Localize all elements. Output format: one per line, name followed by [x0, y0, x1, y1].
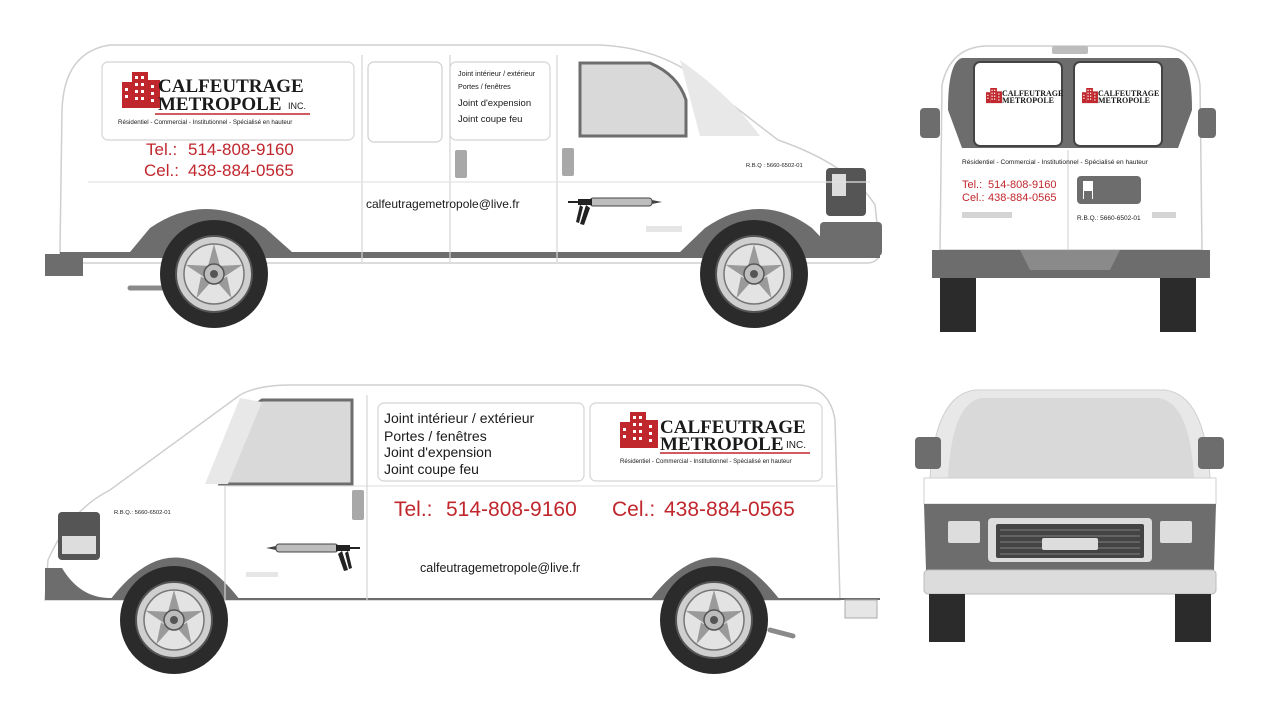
company-name-line2: METROPOLE — [158, 94, 282, 115]
tagline-large: Résidentiel - Commercial - Institutionnel - Spécialisé en hauteur — [620, 458, 792, 465]
service-2-large: Portes / fenêtres — [384, 428, 487, 444]
rear-tel-label: Tel.: — [962, 179, 983, 191]
company-name-line1: CALFEUTRAGE — [158, 76, 304, 97]
cel-number: 438-884-0565 — [188, 161, 294, 180]
rbq-number-left: R.B.Q.: 5660-6502-01 — [114, 510, 171, 516]
cel-number-large: 438-884-0565 — [664, 498, 795, 521]
company-suffix-large: INC. — [786, 440, 806, 451]
email-large: calfeutragemetropole@live.fr — [420, 561, 580, 575]
service-2: Portes / fenêtres — [458, 82, 511, 91]
van-side-left — [45, 385, 880, 674]
van-rear — [920, 46, 1216, 332]
rear-tel-number: 514-808-9160 — [988, 179, 1057, 191]
rear-left-logo-line1: CALFEUTRAGE — [1002, 89, 1064, 98]
email: calfeutragemetropole@live.fr — [366, 197, 520, 211]
service-1: Joint intérieur / extérieur — [458, 69, 536, 78]
rear-rbq: R.B.Q.: 5660-6502-01 — [1077, 215, 1141, 222]
company-suffix: INC. — [288, 101, 306, 111]
service-4: Joint coupe feu — [458, 114, 523, 125]
tel-label: Tel.: — [146, 140, 178, 159]
service-1-large: Joint intérieur / extérieur — [384, 410, 535, 426]
company-name-line2-large: METROPOLE — [660, 434, 784, 455]
van-side-right — [45, 45, 882, 328]
rear-left-logo-line2: METROPOLE — [1002, 96, 1055, 105]
service-4-large: Joint coupe feu — [384, 461, 479, 477]
van-front — [915, 390, 1224, 642]
rbq-number: R.B.Q : 5660-6502-01 — [746, 163, 803, 169]
rear-cel-label: Cel.: — [962, 192, 985, 204]
tel-label-large: Tel.: — [394, 498, 433, 521]
rear-cel-number: 438-884-0565 — [988, 192, 1057, 204]
service-3-large: Joint d'expension — [384, 444, 492, 460]
rear-right-logo-line1: CALFEUTRAGE — [1098, 89, 1160, 98]
rear-tagline: Résidentiel - Commercial - Institutionnel - Spécialisé en hauteur — [962, 159, 1148, 166]
rear-right-logo-line2: METROPOLE — [1098, 96, 1151, 105]
cel-label-large: Cel.: — [612, 498, 656, 521]
tel-number: 514-808-9160 — [188, 140, 294, 159]
service-3: Joint d'expension — [458, 98, 532, 109]
tagline: Résidentiel - Commercial - Institutionnel - Spécialisé en hauteur — [118, 119, 293, 126]
tel-number-large: 514-808-9160 — [446, 498, 577, 521]
cel-label: Cel.: — [144, 161, 179, 180]
company-name-line1-large: CALFEUTRAGE — [660, 417, 806, 438]
